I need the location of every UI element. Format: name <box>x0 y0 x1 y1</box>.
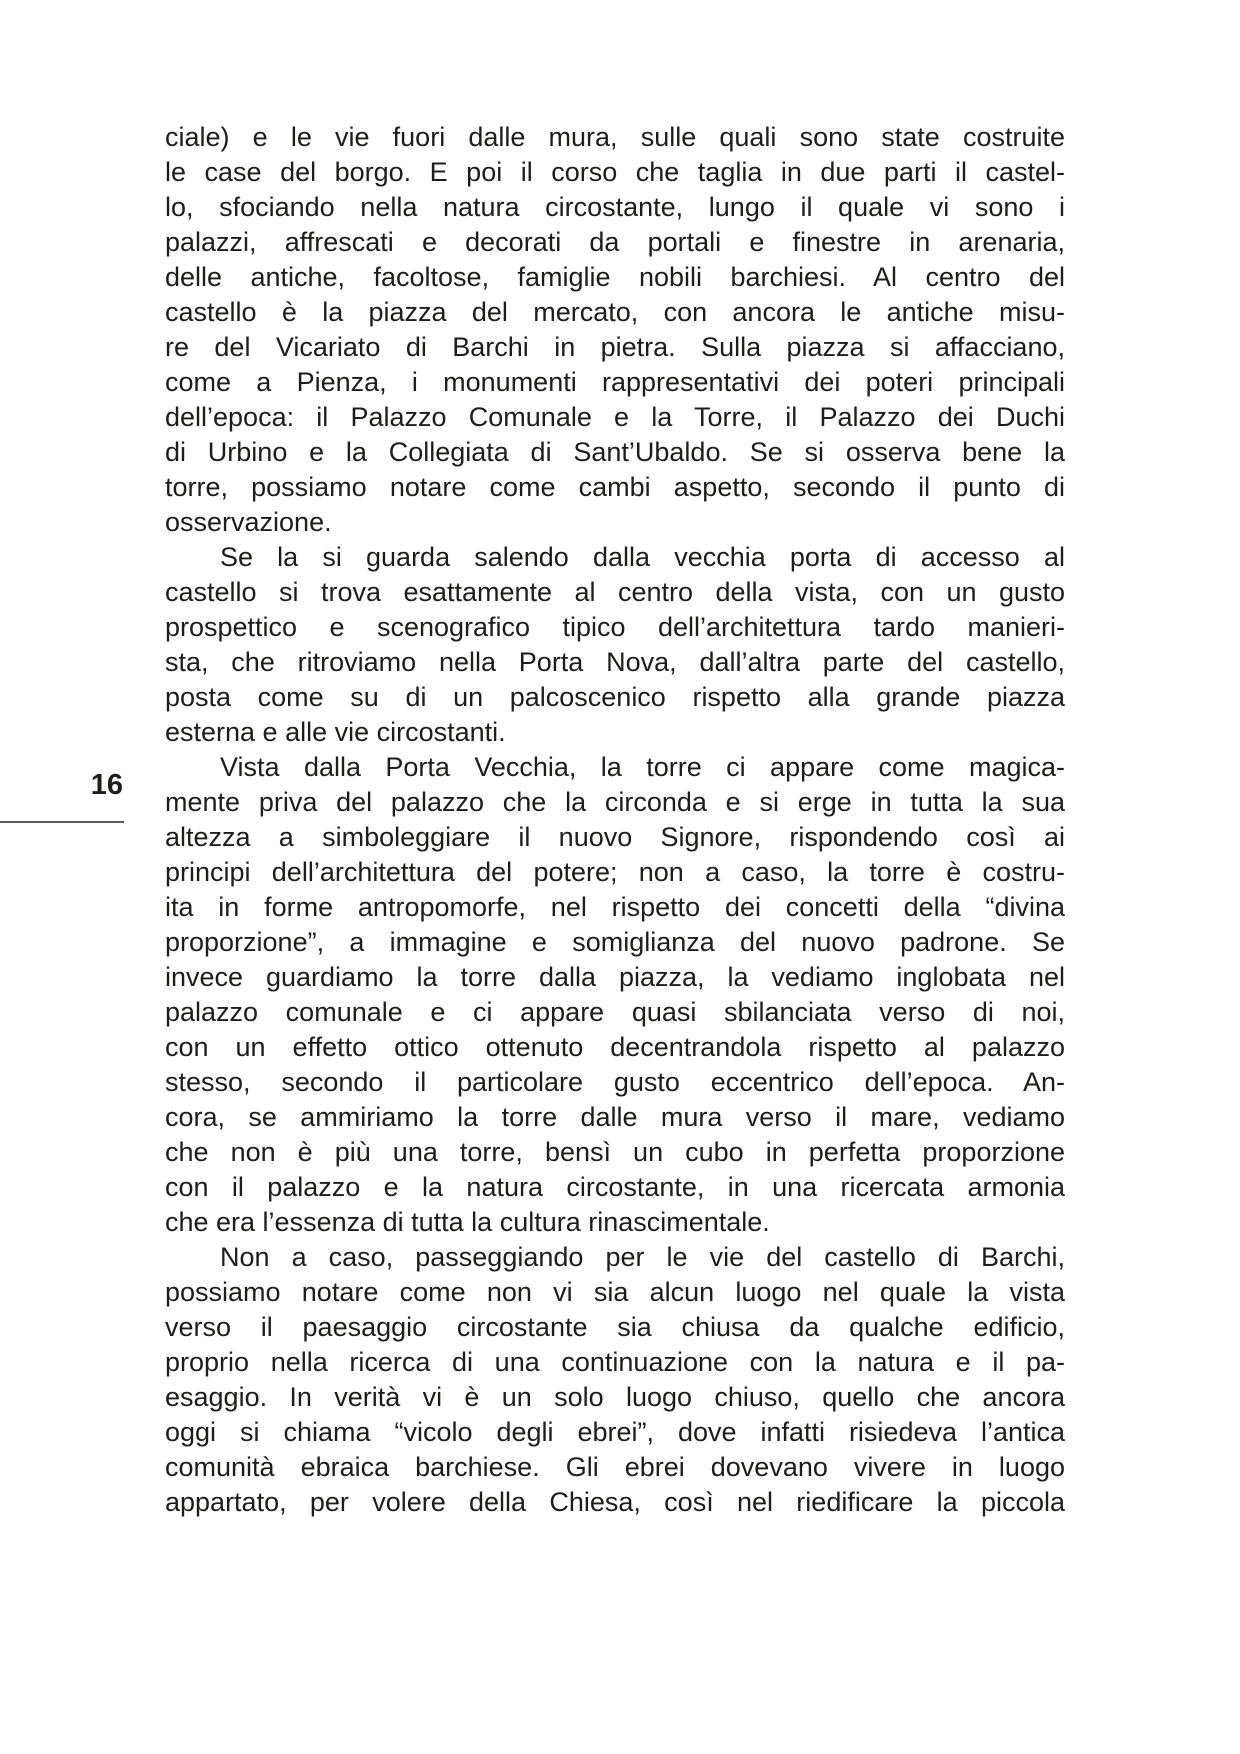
text-line: proprio nella ricerca di una continuazione con la natura e il pa- <box>165 1347 1065 1377</box>
text-line: palazzo comunale e ci appare quasi sbilanciata verso di noi, <box>165 997 1065 1027</box>
text-line: posta come su di un palcoscenico rispetto alla grande piazza <box>165 682 1065 712</box>
text-line: di Urbino e la Collegiata di Sant’Ubaldo. Se si osserva bene la <box>165 437 1065 467</box>
text-line: Non a caso, passeggiando per le vie del castello di Barchi, <box>220 1242 1065 1272</box>
text-line: osservazione. <box>165 507 332 537</box>
text-line: dell’epoca: il Palazzo Comunale e la Torre, il Palazzo dei Duchi <box>165 402 1065 432</box>
text-line: come a Pienza, i monumenti rappresentativi dei poteri principali <box>165 367 1065 397</box>
text-line: esterna e alle vie circostanti. <box>165 717 506 747</box>
text-line: invece guardiamo la torre dalla piazza, la vediamo inglobata nel <box>165 962 1065 992</box>
text-line: castello si trova esattamente al centro della vista, con un gusto <box>165 577 1065 607</box>
text-line: mente priva del palazzo che la circonda e si erge in tutta la sua <box>165 787 1065 817</box>
text-line: stesso, secondo il particolare gusto eccentrico dell’epoca. An- <box>165 1067 1065 1097</box>
text-line: oggi si chiama “vicolo degli ebrei”, dove infatti risiedeva l’antica <box>165 1417 1065 1447</box>
text-line: proporzione”, a immagine e somiglianza del nuovo padrone. Se <box>165 927 1065 957</box>
text-line: ciale) e le vie fuori dalle mura, sulle quali sono state costruite <box>165 122 1065 152</box>
text-line: possiamo notare come non vi sia alcun luogo nel quale la vista <box>165 1277 1065 1307</box>
text-line: Vista dalla Porta Vecchia, la torre ci appare come magica- <box>220 752 1065 782</box>
text-line: Se la si guarda salendo dalla vecchia porta di accesso al <box>220 542 1065 572</box>
text-line: altezza a simboleggiare il nuovo Signore, rispondendo così ai <box>165 822 1065 852</box>
text-line: prospettico e scenografico tipico dell’architettura tardo manieri- <box>165 612 1065 642</box>
text-line: comunità ebraica barchiese. Gli ebrei dovevano vivere in luogo <box>165 1452 1065 1482</box>
text-line: esaggio. In verità vi è un solo luogo chiuso, quello che ancora <box>165 1382 1065 1412</box>
text-line: sta, che ritroviamo nella Porta Nova, dall’altra parte del castello, <box>165 647 1065 677</box>
text-line: cora, se ammiriamo la torre dalle mura verso il mare, vediamo <box>165 1102 1065 1132</box>
text-line: lo, sfociando nella natura circostante, lungo il quale vi sono i <box>165 192 1065 222</box>
text-line: re del Vicariato di Barchi in pietra. Sulla piazza si affacciano, <box>165 332 1065 362</box>
text-line: palazzi, affrescati e decorati da portali e finestre in arenaria, <box>165 227 1065 257</box>
margin-rule <box>0 821 124 823</box>
text-line: con il palazzo e la natura circostante, in una ricercata armonia <box>165 1172 1065 1202</box>
page-number: 16 <box>90 769 123 801</box>
text-line: delle antiche, facoltose, famiglie nobili barchiesi. Al centro del <box>165 262 1065 292</box>
text-line: che era l’essenza di tutta la cultura rinascimentale. <box>165 1207 770 1237</box>
body-text <box>165 120 1065 1520</box>
text-line: principi dell’architettura del potere; non a caso, la torre è costru- <box>165 857 1065 887</box>
text-line: le case del borgo. E poi il corso che taglia in due parti il castel- <box>165 157 1065 187</box>
text-line: torre, possiamo notare come cambi aspetto, secondo il punto di <box>165 472 1065 502</box>
text-line: appartato, per volere della Chiesa, così nel riedificare la piccola <box>165 1487 1065 1517</box>
text-line: ita in forme antropomorfe, nel rispetto dei concetti della “divina <box>165 892 1065 922</box>
text-line: verso il paesaggio circostante sia chiusa da qualche edificio, <box>165 1312 1065 1342</box>
text-line: che non è più una torre, bensì un cubo in perfetta proporzione <box>165 1137 1065 1167</box>
text-line: con un effetto ottico ottenuto decentrandola rispetto al palazzo <box>165 1032 1065 1062</box>
text-line: castello è la piazza del mercato, con ancora le antiche misu- <box>165 297 1065 327</box>
